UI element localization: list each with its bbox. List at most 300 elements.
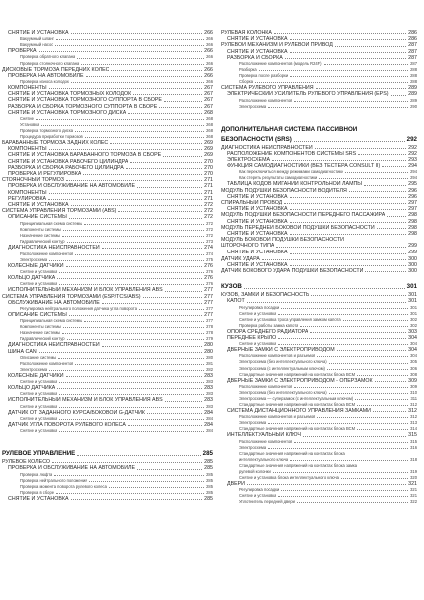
dot-leader (59, 394, 204, 395)
toc-entry-page-number: 283 (204, 372, 213, 379)
toc-entry-page-number: 294 (410, 169, 417, 175)
dot-leader (355, 399, 408, 400)
dot-leader (278, 496, 408, 497)
toc-entry-page-number: 303 (408, 328, 417, 335)
toc-entry-title: КУЗОВ (221, 283, 242, 291)
toc-entry-page-number: 314 (410, 426, 417, 432)
dot-leader (281, 308, 408, 309)
toc-entry-title: Снятие и установка (20, 391, 58, 397)
toc-entry-title: Проверка люфта (20, 471, 53, 477)
toc-entry-title: Уплотнитель передней двери (239, 499, 295, 505)
toc-entry-title: Электросхема (без интеллектуального ключа) (239, 389, 327, 395)
dot-leader (69, 218, 202, 219)
toc-entry-title: СПИРАЛЬНЫЙ ПРОВОД (221, 200, 283, 206)
dot-leader (57, 278, 202, 279)
toc-entry-page-number: 309 (408, 377, 417, 384)
dot-leader (49, 149, 203, 150)
toc-entry-page-number: 292 (406, 135, 417, 143)
dot-leader (165, 291, 203, 292)
toc-entry-page-number: 269 (204, 146, 213, 153)
toc-entry-page-number: 286 (408, 30, 417, 36)
toc-entry-page-number: 298 (408, 212, 417, 219)
toc-entry-title: СНЯТИЕ И УСТАНОВКА ТОРМОЗНОГО ДИСКА (8, 109, 127, 116)
toc-entry-title: Компоненты системы (20, 324, 61, 330)
toc-entry-page-number: 301 (408, 298, 417, 305)
toc-entry-page-number: 276 (206, 281, 213, 287)
toc-entry-page-number: 285 (206, 489, 213, 495)
toc-section-heading[interactable] (2, 450, 213, 458)
toc-entry-title: Электросхема — суперзамок (с интеллектуальным ключом) (239, 395, 354, 401)
toc-entry-page-number: 290 (410, 103, 417, 109)
toc-entry-title: МОДУЛЬ ПЕРЕДНЕЙ БОКОВОЙ ПОДУШКИ БЕЗОПАСНОСТИ (221, 224, 375, 231)
toc-entry-page-number: 321 (410, 487, 417, 493)
toc-entry-title: Электросхема (20, 366, 48, 372)
toc-entry-page-number: 280 (206, 354, 213, 360)
toc-entry-page-number: 274 (206, 250, 213, 256)
toc-entry-title: ИСПОЛНИТЕЛЬНЫЙ МЕХАНИЗМ И БЛОК УПРАВЛЕНИЯ ABS (8, 397, 163, 404)
dot-leader (329, 363, 409, 364)
toc-entry-page-number: 308 (410, 371, 417, 377)
toc-entry-title: ПЕРЕДНЕЕ КРЫЛО (227, 335, 277, 341)
toc-entry-page-number: 289 (410, 97, 417, 103)
dot-leader (71, 33, 203, 34)
dot-leader (59, 284, 204, 285)
toc-section-heading[interactable] (221, 126, 417, 134)
toc-entry-title: СНЯТИЕ И УСТАНОВКА (227, 48, 288, 55)
toc-entry-title: ДИСКОВЫЕ ТОРМОЗА ПЕРЕДНИХ КОЛЕС (2, 66, 110, 73)
toc-entry-title: ДАТЧИК ОТ ЗАДАННОГО КУРСА/БОКОВОЙ G-ДАТЧИК (8, 409, 146, 416)
toc-entry-title: ПРОВЕРКА И РЕГУЛИРОВКА (8, 171, 82, 178)
toc-entry-title: ДАТЧИК БОКОВОГО УДАРА ПОДУШКИ БЕЗОПАСНОСТИ (221, 268, 364, 275)
dot-leader (39, 352, 202, 353)
dot-leader (316, 88, 407, 89)
toc-entry-title: СНЯТИЕ И УСТАНОВКА (227, 193, 288, 200)
dot-leader (126, 168, 202, 169)
dot-leader (86, 76, 203, 77)
toc-entry-page-number: 298 (408, 224, 417, 231)
dot-leader (59, 272, 204, 273)
dot-leader (365, 271, 406, 272)
toc-entry-page-number: 267 (204, 91, 213, 98)
toc-entry-page-number: 286 (408, 36, 417, 43)
toc-entry-title: СНЯТИЕ И УСТАНОВКА (227, 206, 288, 213)
dot-leader (52, 462, 202, 463)
toc-entry-title: Снятие и установка блока интеллектуального ключа (239, 474, 339, 480)
toc-entry-title: ДВЕРИ (227, 480, 245, 487)
toc-entry-page-number: 300 (408, 255, 417, 262)
toc-entry-page-number: 302 (410, 316, 417, 322)
dot-leader (324, 64, 409, 65)
toc-entry-page-number: 268 (206, 134, 213, 140)
toc-entry-page-number: 316 (410, 444, 417, 450)
toc-entry-title: КОЛЬЦО ДАТЧИКА (8, 275, 56, 282)
toc-entry-page-number: 292 (408, 144, 417, 151)
toc-entry-title: СИСТЕМА РУЛЕВОГО УПРАВЛЕНИЯ (221, 85, 314, 92)
toc-entry-title: ШТОРОЧНОГО ТИПА (221, 243, 275, 250)
toc-entry-title: Назначение системы (20, 232, 61, 238)
toc-entry-title: Стандартные значения напряжений на контактах блока (239, 450, 345, 456)
toc-right-column (221, 30, 417, 505)
toc-entry-title: ИСПОЛНИТЕЛЬНЫЙ МЕХАНИЗМ И БЛОК УПРАВЛЕНИЯ ABS (8, 287, 163, 294)
toc-entry-page-number: 277 (206, 318, 213, 324)
toc-entry-page-number: 292 (408, 150, 417, 157)
toc-entry-title: РЕГУЛИРОВКА (8, 195, 47, 202)
toc-entry-title: ОПИСАНИЕ СИСТЕМЫ (8, 312, 67, 319)
toc-entry-title: Расположение компонентов и разъемов (239, 414, 316, 420)
dot-leader (56, 493, 204, 494)
toc-entry-page-number: 271 (204, 183, 213, 190)
dot-leader (290, 234, 407, 235)
dot-leader (278, 338, 406, 339)
toc-entry-page-number: 305 (410, 359, 417, 365)
toc-entry-title: РУЛЕВОЙ МЕХАНИЗМ И РУЛЕВОЙ ПРИВОД (221, 42, 333, 49)
dot-leader (329, 393, 409, 394)
toc-entry-page-number: 272 (204, 214, 213, 221)
toc-entry-title: Гидравлический контур (20, 336, 65, 342)
dot-leader (259, 70, 408, 71)
dot-leader (102, 303, 202, 304)
dot-leader (244, 288, 405, 289)
toc-entry-title: БАРАБАННЫЕ ТОРМОЗА ЗАДНИХ КОЛЕС (2, 140, 109, 147)
toc-entry-title: интеллектуального ключа (239, 456, 289, 462)
toc-entry-page-number: 287 (408, 54, 417, 61)
dot-leader (335, 46, 406, 47)
dot-leader (377, 228, 407, 229)
toc-entry-page-number: 304 (410, 341, 417, 347)
toc-entry-title: Стандартные значения напряжений на контактах блока BCM (239, 401, 356, 407)
toc-entry-page-number: 266 (204, 66, 213, 73)
dot-leader (111, 70, 202, 71)
toc-entry-title: КОМПОНЕНТЫ (8, 84, 47, 91)
toc-entry-page-number: 295 (408, 181, 417, 188)
toc-entry-page-number: 311 (410, 395, 417, 401)
toc-entry-page-number: 269 (204, 152, 213, 159)
dot-leader (357, 405, 408, 406)
section-gap (221, 110, 417, 124)
dot-leader (290, 222, 407, 223)
dot-leader (48, 199, 202, 200)
toc-entry-page-number: 266 (206, 54, 213, 60)
toc-entry-page-number: 266 (204, 48, 213, 55)
toc-entry-title: КОЛЬЦО ДАТЧИКА (8, 385, 56, 392)
toc-entry-title: Вакуумный шланг (20, 36, 55, 42)
dot-leader (59, 407, 204, 408)
toc-entry-title: ШИНА CAN (8, 348, 37, 355)
toc-entry-page-number: 312 (408, 407, 417, 414)
toc-entry-title: РАЗБОРКА И СБОРКА РАБОЧЕГО ЦИЛИНДРА (8, 164, 124, 171)
toc-entry-page-number: 277 (204, 312, 213, 319)
dot-leader (75, 131, 204, 132)
dot-leader (278, 344, 408, 345)
toc-entry-title: КОМПОНЕНТЫ (8, 189, 47, 196)
dot-leader (164, 101, 202, 102)
dot-leader (75, 254, 204, 255)
dot-leader (290, 39, 407, 40)
dot-leader (71, 205, 203, 206)
toc-entry-title: ОБСЛУЖИВАНИЕ НА АВТОМОБИЛЕ (8, 299, 100, 306)
toc-entry-page-number: 302 (410, 322, 417, 328)
dot-leader (59, 431, 204, 432)
dot-leader (294, 442, 408, 443)
dot-leader (345, 172, 408, 173)
toc-entry-page-number: 312 (410, 401, 417, 407)
toc-entry-page-number: 289 (408, 85, 417, 92)
toc-entry-page-number: 310 (410, 389, 417, 395)
dot-leader (49, 193, 203, 194)
dot-leader (247, 302, 406, 303)
toc-entry-page-number: 285 (206, 471, 213, 477)
toc-entry-title: Стандартные значения напряжений на контактах блока BCM (239, 371, 356, 377)
toc-entry-page-number: 285 (204, 465, 213, 472)
toc-entry-title: КОЛЕСНЫЕ ДАТЧИКИ (8, 263, 64, 269)
toc-entry-title: ОПОРА СРЕДНЕГО РАДИАТОРА (227, 328, 309, 335)
toc-entry-title: МОДУЛЬ БОКОВОЙ ПОДУШКИ БЕЗОПАСНОСТИ (221, 237, 344, 244)
toc-entry-title: ДВЕРНЫЕ ЗАМКИ С ЭЛЕКТРОПРИВОДОМ (227, 347, 335, 354)
toc-entry-title: Снятие и установка (239, 341, 277, 347)
dot-leader (247, 484, 406, 485)
dot-leader (128, 425, 202, 426)
toc-entry-page-number: 299 (408, 249, 417, 256)
section-gap (2, 434, 213, 448)
toc-entry-page-number: 272 (206, 220, 213, 226)
toc-entry-page-number: 285 (206, 477, 213, 483)
dot-leader (290, 460, 408, 461)
dot-leader (290, 209, 407, 210)
dot-leader (118, 211, 202, 212)
toc-entry-title: СНЯТИЕ И УСТАНОВКА (227, 36, 288, 43)
toc-entry-page-number: 285 (202, 450, 213, 458)
toc-entry-title: СИСТЕМА УПРАВЛЕНИЯ ТОРМОЗАМИ (ESP/TCS/ABS) (2, 293, 141, 300)
dot-leader (57, 388, 202, 389)
toc-section-heading[interactable] (221, 283, 417, 291)
dot-leader (357, 375, 408, 376)
toc-entry-page-number: 270 (204, 158, 213, 165)
dot-leader (294, 141, 405, 142)
toc-entry-title: СНЯТИЕ И УСТАНОВКА (227, 218, 288, 225)
dot-leader (337, 350, 407, 351)
dot-leader (55, 45, 204, 46)
toc-entry-page-number: 279 (206, 336, 213, 342)
dot-leader (110, 143, 202, 144)
toc-entry-page-number: 287 (408, 48, 417, 55)
toc-entry-title: СНЯТИЕ И УСТАНОВКА (8, 495, 69, 502)
dot-leader (294, 101, 408, 102)
dot-leader (67, 242, 205, 243)
toc-entry-title: ДАТЧИК УГЛА ПОВОРОТА РУЛЕВОГО КОЛЕСА (8, 421, 126, 428)
toc-entry-title: ЭЛЕКТРИЧЕСКИЙ УСИЛИТЕЛЬ РУЛЕВОГО УПРАВЛЕНИЯ (EPS) (227, 91, 389, 98)
toc-entry-page-number: 315 (410, 438, 417, 444)
dot-leader (273, 472, 408, 473)
toc-entry-page-number: 284 (206, 428, 213, 434)
dot-leader (268, 107, 408, 108)
toc-entry-title: Расположение компонентов (239, 438, 293, 444)
dot-leader (128, 113, 202, 114)
toc-entry-page-number: 288 (410, 73, 417, 79)
toc-entry-title: Снятие и установка (20, 269, 58, 275)
dot-leader (357, 429, 408, 430)
toc-entry-page-number: 321 (410, 493, 417, 499)
dot-leader (341, 478, 408, 479)
dot-leader (387, 216, 406, 217)
toc-entry-title: СНЯТИЕ И УСТАНОВКА ТОРМОЗНЫХ КОЛОДОК (8, 91, 132, 98)
dot-leader (317, 417, 408, 418)
dot-leader (133, 94, 202, 95)
toc-entry-page-number: 268 (206, 115, 213, 121)
toc-entry[interactable] (2, 496, 213, 502)
toc-entry-page-number: 284 (206, 415, 213, 421)
toc-entry-title: Электросхема (239, 103, 267, 109)
toc-entry-page-number: 313 (410, 420, 417, 426)
toc-entry-title: Регулировка посадки (239, 304, 280, 310)
toc-entry-page-number: 277 (204, 299, 213, 306)
dot-leader (303, 436, 406, 437)
toc-entry-page-number: 266 (206, 78, 213, 84)
toc-entry-title: СТОЯНОЧНЫЙ ТОРМОЗ (2, 177, 64, 184)
toc-entry-title: Расположение компонентов (239, 97, 293, 103)
toc-entry-title: ДИАГНОСТИКА НЕИСПРАВНОСТЕЙ (8, 244, 100, 251)
toc-entry-page-number: 271 (204, 189, 213, 196)
dot-leader (84, 224, 204, 225)
toc-entry-title: Как переключиться между режимами самодиагностики (239, 169, 344, 175)
dot-leader (300, 326, 408, 327)
toc-entry-page-number: 296 (408, 187, 417, 194)
dot-leader (319, 178, 408, 179)
toc-entry-title: МОДУЛЬ ПОДУШКИ БЕЗОПАСНОСТИ ВОДИТЕЛЯ (221, 187, 347, 194)
toc-entry-page-number: 288 (410, 79, 417, 85)
toc-entry-page-number: 293 (408, 156, 417, 163)
toc-entry-title: Компоненты системы (20, 226, 61, 232)
dot-leader (130, 162, 202, 163)
dot-leader (311, 295, 406, 296)
toc-entry-page-number: 273 (206, 238, 213, 244)
toc-entry-title: РАЗБОРКА И СБОРКА ТОРМОЗНОГО СУППОРТА В СБОРЕ (8, 103, 158, 110)
dot-leader (77, 455, 200, 456)
toc-entry-title: Установка (20, 121, 40, 127)
toc-entry-page-number: 283 (206, 391, 213, 397)
toc-entry-title: Разборка (239, 66, 257, 72)
toc-entry-title: Сборка (239, 79, 254, 85)
dot-leader (281, 490, 408, 491)
toc-entry-title: Проверка обратного клапана (20, 54, 76, 60)
dot-leader (85, 137, 204, 138)
toc-entry-page-number: 284 (204, 409, 213, 416)
toc-section-heading[interactable] (221, 136, 417, 144)
toc-entry-page-number: 283 (204, 397, 213, 404)
toc-entry-page-number: 306 (410, 365, 417, 371)
toc-entry-title: рулевой колонки (239, 468, 271, 474)
dot-leader (59, 419, 204, 420)
toc-entry-page-number: 309 (410, 383, 417, 389)
dot-leader (358, 154, 406, 155)
dot-leader (54, 475, 204, 476)
dot-leader (71, 82, 204, 83)
toc-entry-title: Проверка после разборки (239, 73, 289, 79)
dot-leader (343, 320, 409, 321)
toc-entry-page-number: 280 (204, 342, 213, 349)
toc-entry-page-number: 269 (204, 140, 213, 147)
dot-leader (290, 76, 408, 77)
dot-leader (71, 499, 203, 500)
toc-entry-page-number: 304 (410, 353, 417, 359)
toc-entry-title: Регулировка посадки (239, 487, 280, 493)
dot-leader (62, 236, 204, 237)
toc-entry-title: КОМПОНЕНТЫ (8, 146, 47, 153)
toc-entry-page-number: 277 (204, 287, 213, 294)
dot-leader (373, 411, 406, 412)
toc-entry-page-number: 268 (206, 128, 213, 134)
toc-entry-title: Вакуумный насос (20, 42, 54, 48)
dot-leader (315, 148, 406, 149)
dot-leader (109, 487, 204, 488)
toc-entry-title: СНЯТИЕ И УСТАНОВКА ТОРМОЗНОГО СУППОРТА В СБОРЕ (8, 97, 162, 104)
toc-entry-title: Расположение компонентов (20, 250, 74, 256)
toc-entry-page-number: 320 (410, 474, 417, 480)
toc-entry-title: Как стереть результаты самодиагностики (239, 175, 318, 181)
dot-leader (59, 382, 204, 383)
dot-leader (39, 51, 203, 52)
toc-entry-title: ПРОВЕРКА (8, 48, 37, 55)
toc-entry-title: Проверка в сборе (20, 489, 55, 495)
toc-entry-title: КОЛЕСНЫЕ ДАТЧИКИ (8, 372, 64, 379)
toc-entry[interactable] (221, 499, 417, 505)
dot-leader (375, 381, 407, 382)
toc-entry-title: Снятие и установка (20, 403, 58, 409)
toc-entry-title: Электросхема (без интеллектуального ключа) (239, 359, 327, 365)
toc-entry-title: Стандартные значения напряжений на контактах блока замка (239, 462, 358, 468)
toc-entry-page-number: 278 (206, 330, 213, 336)
dot-leader (290, 197, 407, 198)
toc-entry-title: Проверка работы замка капота (239, 322, 299, 328)
toc-entry-title: РАЗБОРКА И СБОРКА (227, 54, 283, 61)
toc-entry-title: Расположение компонентов и разъемов (239, 353, 316, 359)
toc-entry-page-number: 266 (206, 60, 213, 66)
toc-entry-title: ЭЛЕКТРОСХЕМА (227, 156, 271, 163)
toc-entry-page-number: 301 (408, 292, 417, 299)
toc-entry-title: СНЯТИЕ И УСТАНОВКА РАБОЧЕГО ЦИЛИНДРА (8, 158, 129, 165)
dot-leader (364, 185, 406, 186)
toc-entry-page-number: 271 (204, 195, 213, 202)
toc-entry-page-number: 318 (410, 456, 417, 462)
dot-leader (102, 248, 202, 249)
toc-entry-title: Электросхема (с интеллектуальным ключом) (239, 365, 325, 371)
dot-leader (41, 125, 204, 126)
toc-entry-page-number: 285 (206, 483, 213, 489)
toc-entry-title: Назначение системы (20, 330, 61, 336)
toc-entry-page-number: 283 (206, 379, 213, 385)
section-gap (221, 274, 417, 281)
toc-entry-page-number: 285 (204, 495, 213, 502)
toc-entry-page-number: 322 (410, 499, 417, 505)
dot-leader (49, 88, 203, 89)
toc-entry-title: СНЯТИЕ И УСТАНОВКА (8, 30, 69, 36)
toc-entry-title: Регулировка нейтрального положения датчика угла поворота (20, 306, 137, 312)
dot-leader (49, 370, 204, 371)
toc-entry-title: Расположение компонентов (20, 360, 74, 366)
toc-entry-page-number: 267 (204, 84, 213, 91)
toc-entry-title: Расположение компонентов (239, 383, 293, 389)
toc-entry-title: Проверка нейтрального положения (20, 477, 88, 483)
toc-entry-page-number: 312 (410, 414, 417, 420)
dot-leader (290, 52, 407, 53)
toc-entry-title: СИСТЕМА УПРАВЛЕНИЯ ТОРМОЗАМИ (ABS) (2, 208, 117, 215)
toc-entry-page-number: 276 (206, 269, 213, 275)
toc-entry-page-number: 294 (408, 163, 417, 170)
toc-entry-page-number: 266 (204, 30, 213, 36)
toc-entry-title: Стандартные значения напряжений на контактах блока BCM (239, 426, 356, 432)
toc-entry-page-number: 268 (204, 109, 213, 116)
toc-entry-title: Принципиальная схема системы (20, 318, 83, 324)
toc-entry-page-number: 297 (408, 200, 417, 206)
